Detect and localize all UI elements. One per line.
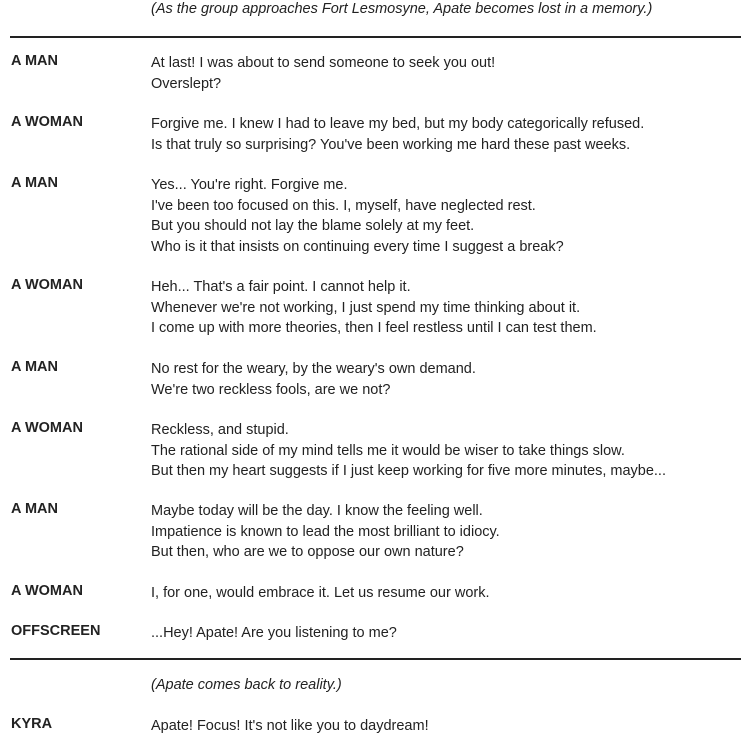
dialogue-line: No rest for the weary, by the weary's own demand.: [151, 361, 476, 377]
speaker-name: KYRA: [11, 716, 53, 732]
speaker-name: A MAN: [11, 175, 58, 191]
dialogue-line: Apate! Focus! It's not like you to daydream!: [151, 718, 429, 734]
dialogue-line: Who is it that insists on continuing every time I suggest a break?: [151, 238, 564, 255]
dialogue-line: Yes... You're right. Forgive me.: [151, 177, 348, 193]
divider-top: [10, 36, 741, 38]
dialogue-line: We're two reckless fools, are we not?: [151, 381, 391, 398]
dialogue-lines: [151, 716, 429, 737]
dialogue-line: Forgive me. I knew I had to leave my bed, but my body categorically refused.: [151, 116, 645, 132]
dialogue-lines: [151, 623, 397, 644]
speaker-name: A MAN: [11, 501, 58, 517]
dialogue-line: Impatience is known to lead the most brilliant to idiocy.: [151, 523, 500, 540]
dialogue-lines: [151, 114, 644, 155]
stage-direction-outro: (Apate comes back to reality.): [151, 677, 342, 693]
dialogue-line: Reckless, and stupid.: [151, 422, 289, 438]
dialogue-lines: [151, 420, 666, 482]
dialogue-line: Overslept?: [151, 75, 222, 92]
dialogue-line: I, for one, would embrace it. Let us resume our work.: [151, 585, 490, 601]
speaker-name: A MAN: [11, 53, 58, 69]
speaker-name: A WOMAN: [11, 114, 83, 130]
dialogue-line: ...Hey! Apate! Are you listening to me?: [151, 625, 397, 641]
speaker-name: A MAN: [11, 359, 58, 375]
speaker-name: A WOMAN: [11, 420, 83, 436]
dialogue-line: I've been too focused on this. I, myself, have neglected rest.: [151, 197, 536, 214]
dialogue-line: I come up with more theories, then I feel restless until I can test them.: [151, 320, 597, 336]
dialogue-lines: [151, 277, 597, 339]
speaker-name: A WOMAN: [11, 583, 83, 599]
dialogue-line: But you should not lay the blame solely at my feet.: [151, 218, 475, 234]
dialogue-lines: [151, 583, 489, 604]
dialogue-line: Is that truly so surprising? You've been working me hard these past weeks.: [151, 136, 631, 153]
dialogue-line: Maybe today will be the day. I know the feeling well.: [151, 503, 483, 519]
speaker-name: A WOMAN: [11, 277, 83, 293]
dialogue-line: Heh... That's a fair point. I cannot help it.: [151, 279, 411, 295]
dialogue-line: But then, who are we to oppose our own nature?: [151, 544, 464, 560]
divider-bottom: [10, 658, 741, 660]
dialogue-line: But then my heart suggests if I just keep working for five more minutes, maybe...: [151, 463, 666, 479]
dialogue-line: The rational side of my mind tells me it would be wiser to take things slow.: [151, 442, 625, 459]
dialogue-line: Whenever we're not working, I just spend my time thinking about it.: [151, 299, 581, 316]
dialogue-line: At last! I was about to send someone to seek you out!: [151, 55, 496, 71]
stage-direction-intro: (As the group approaches Fort Lesmosyne, Apate becomes lost in a memory.): [151, 1, 653, 17]
dialogue-lines: [151, 501, 500, 563]
dialogue-lines: [151, 359, 476, 400]
dialogue-lines: [151, 53, 495, 94]
dialogue-lines: [151, 175, 564, 257]
speaker-name: OFFSCREEN: [11, 623, 101, 639]
